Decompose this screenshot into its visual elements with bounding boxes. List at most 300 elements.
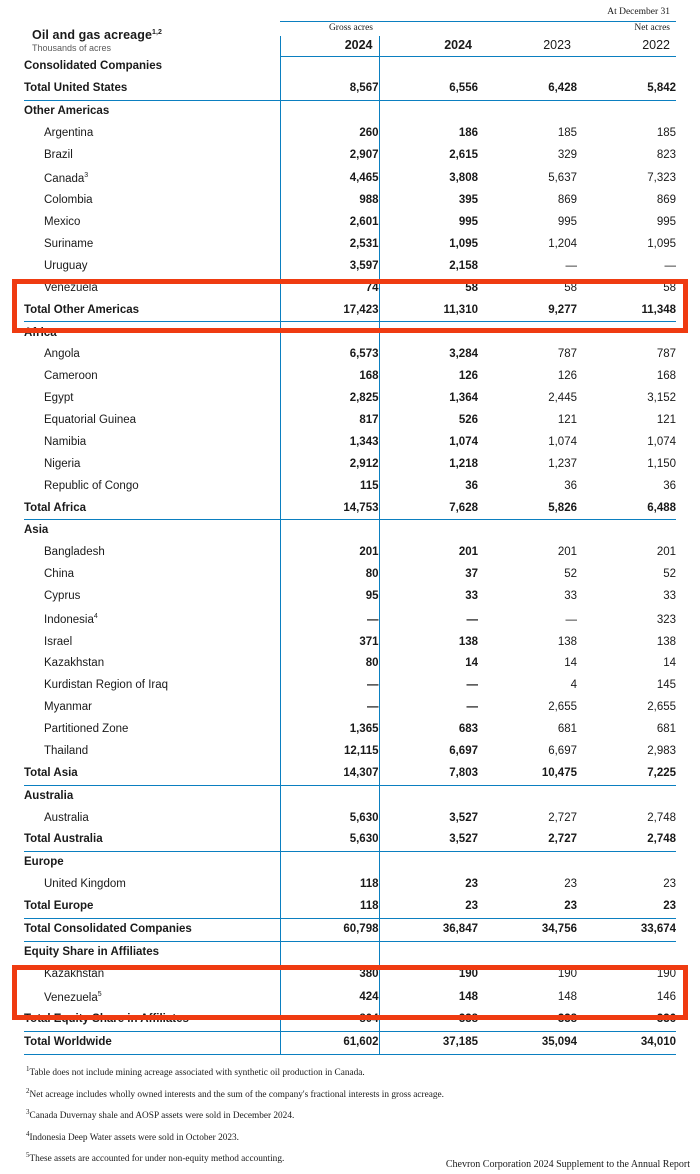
- row-label: Namibia: [44, 435, 87, 448]
- row-footnote-marker: 4: [93, 612, 98, 620]
- cell-net-2022: [577, 56, 676, 78]
- cell-net-2024: 11,310: [379, 299, 478, 321]
- cell-net-2023: 58: [564, 281, 577, 294]
- cell-net-2022: 168: [656, 370, 677, 383]
- cell-gross-2024: 988: [280, 190, 379, 212]
- row-label: Total Europe: [24, 896, 280, 918]
- cell-gross-2024: 2,907: [280, 145, 379, 167]
- footnote-text: Net acreage includes wholly owned interests and the sum of the company's fractional interests in gross acreage.: [29, 1089, 444, 1100]
- cell-net-2023: 33: [564, 590, 577, 603]
- row-label: Africa: [24, 326, 57, 339]
- cell-net-2023: 1,074: [548, 435, 577, 448]
- cell-net-2024: 36,847: [379, 918, 478, 941]
- cell-net-2023: 35,094: [478, 1031, 577, 1054]
- table-total-row: [24, 78, 676, 100]
- table-section-header: [24, 785, 676, 807]
- row-label: Cyprus: [44, 590, 81, 603]
- cell-gross-2024: 2,601: [280, 212, 379, 234]
- cell-net-2024: [379, 852, 478, 874]
- footnote-marker: 4: [26, 1129, 30, 1138]
- cell-net-2024: 37,185: [379, 1031, 478, 1054]
- cell-net-2022: [577, 785, 676, 807]
- net-acres-label: Net acres: [379, 21, 676, 36]
- cell-net-2023: 52: [564, 568, 577, 581]
- cell-net-2024: 1,218: [379, 454, 478, 476]
- cell-net-2023: 6,697: [548, 744, 577, 757]
- gross-acres-label: Gross acres: [280, 21, 379, 36]
- cell-net-2023: 5,637: [548, 172, 577, 185]
- cell-gross-2024: [280, 785, 379, 807]
- cell-net-2022: 7,323: [647, 172, 677, 185]
- row-label: Total Africa: [24, 497, 280, 519]
- table-row: [24, 985, 676, 1009]
- table-row: [24, 741, 676, 763]
- cell-net-2024: 186: [379, 123, 478, 145]
- footnote-marker: 5: [26, 1151, 30, 1160]
- cell-gross-2024: —: [280, 697, 379, 719]
- table-section-header: [24, 941, 676, 963]
- cell-net-2022: 185: [656, 126, 677, 139]
- cell-net-2024: 2,615: [379, 145, 478, 167]
- table-row: [24, 190, 676, 212]
- cell-net-2024: 995: [379, 212, 478, 234]
- footnote-marker: 1: [26, 1065, 30, 1074]
- cell-net-2023: 681: [557, 723, 577, 736]
- cell-net-2022: 145: [656, 679, 677, 692]
- cell-net-2023: [478, 941, 577, 963]
- cell-net-2022: 336: [577, 1009, 676, 1031]
- page-footer-text: Chevron Corporation 2024 Supplement to the Annual Report: [445, 1159, 690, 1170]
- cell-net-2023: 1,204: [548, 238, 577, 251]
- cell-gross-2024: 2,912: [280, 454, 379, 476]
- cell-net-2024: 1,095: [379, 234, 478, 256]
- row-label: Suriname: [44, 238, 94, 251]
- cell-net-2022: 1,095: [647, 238, 677, 251]
- table-row: [24, 145, 676, 167]
- row-label: Cameroon: [44, 370, 98, 383]
- cell-net-2022: —: [664, 259, 677, 272]
- cell-net-2024: 1,074: [379, 432, 478, 454]
- cell-net-2022: 823: [656, 148, 677, 161]
- cell-net-2024: [379, 785, 478, 807]
- cell-net-2022: 3,152: [647, 392, 677, 405]
- cell-net-2024: 3,284: [379, 344, 478, 366]
- cell-net-2022: [577, 520, 676, 542]
- cell-gross-2024: [280, 322, 379, 344]
- cell-net-2024: [379, 100, 478, 122]
- cell-net-2024: 36: [379, 475, 478, 497]
- cell-net-2022: 1,150: [647, 457, 677, 470]
- cell-gross-2024: 371: [280, 631, 379, 653]
- cell-net-2024: 148: [379, 985, 478, 1009]
- cell-net-2023: [478, 520, 577, 542]
- cell-net-2024: 201: [379, 542, 478, 564]
- cell-net-2023: 995: [557, 216, 577, 229]
- cell-net-2022: 33: [663, 590, 677, 603]
- table-section-header: [24, 56, 676, 78]
- cell-gross-2024: 74: [280, 278, 379, 300]
- table-row: [24, 234, 676, 256]
- table-total-row: [24, 1031, 676, 1054]
- cell-gross-2024: 1,343: [280, 432, 379, 454]
- cell-gross-2024: 2,825: [280, 388, 379, 410]
- oil-gas-acreage-table: [24, 6, 676, 1055]
- row-label: Brazil: [44, 148, 73, 161]
- footnote: [26, 1062, 666, 1083]
- row-footnote-marker: 3: [84, 171, 89, 179]
- table-row: [24, 432, 676, 454]
- cell-gross-2024: 2,531: [280, 234, 379, 256]
- row-label: Total Equity Share in Affiliates: [24, 1009, 280, 1031]
- table-row: [24, 475, 676, 497]
- footnote-text: Indonesia Deep Water assets were sold in October 2023.: [29, 1132, 239, 1143]
- row-label: Venezuela: [44, 281, 98, 294]
- cell-gross-2024: 1,365: [280, 719, 379, 741]
- row-label: Partitioned Zone: [44, 723, 129, 736]
- cell-net-2022: 23: [577, 896, 676, 918]
- cell-net-2022: 2,655: [647, 701, 677, 714]
- footnote-text: Table does not include mining acreage associated with synthetic oil production in Canada.: [29, 1068, 365, 1079]
- table-row: [24, 212, 676, 234]
- cell-net-2024: 3,527: [379, 807, 478, 829]
- table-body: [24, 56, 676, 1054]
- cell-net-2024: 395: [379, 190, 478, 212]
- cell-net-2023: 148: [557, 991, 577, 1004]
- col-year-net-2022: 2022: [577, 36, 676, 56]
- cell-net-2022: 2,983: [647, 744, 677, 757]
- cell-net-2023: —: [565, 259, 577, 272]
- row-label: Total Other Americas: [24, 299, 280, 321]
- cell-net-2022: 6,488: [577, 497, 676, 519]
- cell-gross-2024: —: [280, 675, 379, 697]
- table-row: [24, 166, 676, 190]
- cell-net-2024: 683: [379, 719, 478, 741]
- cell-net-2023: [478, 56, 577, 78]
- cell-net-2022: 869: [656, 194, 677, 207]
- cell-gross-2024: 201: [280, 542, 379, 564]
- row-label: Consolidated Companies: [24, 60, 163, 73]
- cell-gross-2024: 80: [280, 564, 379, 586]
- cell-net-2024: [379, 56, 478, 78]
- row-label: Equity Share in Affiliates: [24, 945, 160, 958]
- cell-gross-2024: 5,630: [280, 829, 379, 851]
- footnote: [26, 1126, 666, 1147]
- at-december-label: At December 31: [607, 7, 671, 17]
- table-row: [24, 542, 676, 564]
- header-row-period: [24, 6, 676, 21]
- cell-net-2024: 338: [379, 1009, 478, 1031]
- footnotes-block: [26, 1062, 666, 1169]
- cell-net-2022: 121: [656, 414, 677, 427]
- table-total-row: [24, 918, 676, 941]
- row-label: Kazakhstan: [44, 967, 105, 980]
- row-label: Argentina: [44, 126, 94, 139]
- cell-net-2024: 23: [379, 874, 478, 896]
- row-label: Canada$^3$: [44, 171, 89, 185]
- row-label: Indonesia$^4$: [44, 612, 98, 626]
- cell-net-2022: 2,748: [577, 829, 676, 851]
- table-section-header: [24, 520, 676, 542]
- cell-net-2022: 138: [656, 635, 677, 648]
- cell-net-2024: —: [379, 608, 478, 632]
- table-row: [24, 366, 676, 388]
- cell-net-2024: 7,803: [379, 763, 478, 785]
- cell-gross-2024: 168: [280, 366, 379, 388]
- cell-net-2023: 138: [557, 635, 577, 648]
- col-year-gross-2024: 2024: [280, 36, 379, 56]
- cell-net-2023: 10,475: [478, 763, 577, 785]
- table-row: [24, 631, 676, 653]
- table-row: [24, 388, 676, 410]
- cell-net-2024: 37: [379, 564, 478, 586]
- table-subtitle: Thousands of acres: [32, 43, 112, 53]
- cell-net-2023: 787: [557, 348, 577, 361]
- cell-net-2022: 323: [656, 613, 677, 626]
- row-label: United Kingdom: [44, 878, 126, 891]
- col-year-net-2023: 2023: [478, 36, 577, 56]
- page-title: Oil and gas acreage$^{1,2}$: [32, 28, 163, 43]
- footnote: [26, 1105, 666, 1126]
- cell-gross-2024: 8,567: [280, 78, 379, 100]
- footnote-text: These assets are accounted for under non-equity method accounting.: [29, 1154, 285, 1165]
- cell-gross-2024: 118: [280, 874, 379, 896]
- table-row: [24, 675, 676, 697]
- cell-net-2022: [577, 100, 676, 122]
- table-row: [24, 256, 676, 278]
- row-label: Total Asia: [24, 763, 280, 785]
- document-page: [0, 6, 700, 1174]
- row-label: Equatorial Guinea: [44, 414, 137, 427]
- row-label: Egypt: [44, 392, 74, 405]
- cell-net-2022: 7,225: [577, 763, 676, 785]
- header-row-groups: [24, 21, 676, 36]
- cell-net-2023: 34,756: [478, 918, 577, 941]
- cell-net-2024: 58: [379, 278, 478, 300]
- cell-net-2023: 190: [557, 967, 577, 980]
- row-label: Mexico: [44, 216, 81, 229]
- row-label: Venezuela$^5$: [44, 990, 102, 1004]
- table-row: [24, 697, 676, 719]
- row-label: Bangladesh: [44, 546, 105, 559]
- cell-net-2024: —: [379, 697, 478, 719]
- cell-gross-2024: 380: [280, 964, 379, 986]
- cell-gross-2024: 95: [280, 586, 379, 608]
- cell-gross-2024: 118: [280, 896, 379, 918]
- table-header: [24, 6, 676, 56]
- row-label: Myanmar: [44, 701, 92, 714]
- row-label: Other Americas: [24, 104, 110, 117]
- cell-gross-2024: [280, 941, 379, 963]
- cell-net-2022: 190: [656, 967, 677, 980]
- cell-gross-2024: 115: [280, 475, 379, 497]
- table-section-header: [24, 322, 676, 344]
- cell-net-2022: 995: [656, 216, 677, 229]
- header-blank-2: [280, 6, 379, 21]
- footnote-text: Canada Duvernay shale and AOSP assets were sold in December 2024.: [29, 1111, 295, 1122]
- cell-net-2024: 14: [379, 653, 478, 675]
- cell-gross-2024: 60,798: [280, 918, 379, 941]
- table-row: [24, 278, 676, 300]
- row-label: Total United States: [24, 78, 280, 100]
- table-total-row: [24, 299, 676, 321]
- row-label: Australia: [24, 789, 74, 802]
- cell-net-2023: 126: [557, 370, 577, 383]
- cell-gross-2024: 260: [280, 123, 379, 145]
- row-label: Kurdistan Region of Iraq: [44, 679, 169, 692]
- cell-gross-2024: 14,307: [280, 763, 379, 785]
- cell-net-2023: 6,428: [478, 78, 577, 100]
- header-blank: [24, 6, 280, 21]
- cell-net-2022: 5,842: [577, 78, 676, 100]
- cell-gross-2024: 17,423: [280, 299, 379, 321]
- cell-net-2023: 2,655: [548, 701, 577, 714]
- col-year-net-2024: 2024: [379, 36, 478, 56]
- row-label: Total Worldwide: [24, 1031, 280, 1054]
- cell-gross-2024: 6,573: [280, 344, 379, 366]
- cell-net-2023: [478, 852, 577, 874]
- table-title-cell: [24, 21, 280, 56]
- table-total-row: [24, 497, 676, 519]
- cell-gross-2024: 80: [280, 653, 379, 675]
- table-row: [24, 586, 676, 608]
- row-label: Thailand: [44, 744, 89, 757]
- cell-net-2024: 6,556: [379, 78, 478, 100]
- table-row: [24, 807, 676, 829]
- row-label: China: [44, 568, 75, 581]
- table-row: [24, 344, 676, 366]
- cell-net-2023: 329: [557, 148, 577, 161]
- cell-net-2023: 1,237: [548, 457, 577, 470]
- cell-net-2023: [478, 785, 577, 807]
- cell-net-2023: 9,277: [478, 299, 577, 321]
- row-label: Asia: [24, 524, 49, 537]
- cell-net-2022: 34,010: [577, 1031, 676, 1054]
- cell-net-2023: 2,727: [478, 829, 577, 851]
- cell-gross-2024: [280, 100, 379, 122]
- table-row: [24, 719, 676, 741]
- table-section-header: [24, 100, 676, 122]
- table-row: [24, 454, 676, 476]
- cell-net-2023: 185: [557, 126, 577, 139]
- cell-net-2022: 201: [656, 546, 677, 559]
- row-label: Angola: [44, 348, 80, 361]
- cell-net-2024: 2,158: [379, 256, 478, 278]
- cell-net-2024: 138: [379, 631, 478, 653]
- cell-net-2024: 23: [379, 896, 478, 918]
- cell-net-2024: 3,527: [379, 829, 478, 851]
- cell-net-2023: 23: [564, 878, 577, 891]
- cell-gross-2024: 424: [280, 985, 379, 1009]
- cell-net-2023: 2,727: [548, 811, 577, 824]
- row-footnote-marker: 5: [97, 990, 102, 998]
- table-row: [24, 410, 676, 432]
- table-row: [24, 564, 676, 586]
- cell-gross-2024: 817: [280, 410, 379, 432]
- cell-gross-2024: —: [280, 608, 379, 632]
- cell-gross-2024: [280, 56, 379, 78]
- table-row: [24, 608, 676, 632]
- row-label: Australia: [44, 811, 89, 824]
- table-section-header: [24, 852, 676, 874]
- cell-gross-2024: [280, 520, 379, 542]
- cell-net-2024: [379, 322, 478, 344]
- cell-gross-2024: [280, 852, 379, 874]
- cell-net-2022: 787: [656, 348, 677, 361]
- row-label: Europe: [24, 856, 64, 869]
- table-total-row: [24, 763, 676, 785]
- cell-net-2022: 52: [663, 568, 677, 581]
- cell-net-2022: 36: [663, 479, 677, 492]
- cell-net-2023: 14: [564, 657, 577, 670]
- table-row: [24, 123, 676, 145]
- cell-net-2024: [379, 941, 478, 963]
- cell-net-2024: 6,697: [379, 741, 478, 763]
- cell-gross-2024: 14,753: [280, 497, 379, 519]
- table-total-row: [24, 1009, 676, 1031]
- cell-net-2024: 3,808: [379, 166, 478, 190]
- row-label: Israel: [44, 635, 73, 648]
- cell-net-2023: 5,826: [478, 497, 577, 519]
- cell-net-2022: 23: [663, 878, 677, 891]
- cell-net-2022: [577, 322, 676, 344]
- cell-net-2023: [478, 100, 577, 122]
- cell-net-2024: 1,364: [379, 388, 478, 410]
- cell-net-2022: 1,074: [647, 435, 677, 448]
- row-label: Total Australia: [24, 829, 280, 851]
- cell-net-2024: 7,628: [379, 497, 478, 519]
- cell-net-2024: 33: [379, 586, 478, 608]
- cell-net-2023: [478, 322, 577, 344]
- cell-net-2023: 23: [478, 896, 577, 918]
- cell-net-2023: —: [565, 613, 577, 626]
- cell-net-2023: 4: [570, 679, 577, 692]
- cell-net-2022: 681: [656, 723, 677, 736]
- cell-net-2024: 126: [379, 366, 478, 388]
- cell-net-2023: 869: [557, 194, 577, 207]
- cell-net-2023: 121: [557, 414, 577, 427]
- cell-net-2023: 338: [478, 1009, 577, 1031]
- cell-net-2024: —: [379, 675, 478, 697]
- row-label: Total Consolidated Companies: [24, 918, 280, 941]
- footnote-marker: 3: [26, 1108, 30, 1117]
- row-label: Kazakhstan: [44, 657, 105, 670]
- title-footnote-marker: 1,2: [152, 29, 163, 37]
- cell-gross-2024: 61,602: [280, 1031, 379, 1054]
- row-label: Colombia: [44, 194, 93, 207]
- cell-net-2023: 36: [564, 479, 577, 492]
- cell-net-2022: [577, 852, 676, 874]
- table-row: [24, 964, 676, 986]
- table-row: [24, 653, 676, 675]
- table-row: [24, 874, 676, 896]
- row-label: Nigeria: [44, 457, 81, 470]
- footnote: [26, 1083, 666, 1104]
- cell-net-2022: 2,748: [647, 811, 677, 824]
- cell-gross-2024: 4,465: [280, 166, 379, 190]
- cell-gross-2024: 3,597: [280, 256, 379, 278]
- cell-net-2024: 190: [379, 964, 478, 986]
- cell-net-2022: [577, 941, 676, 963]
- cell-gross-2024: 804: [280, 1009, 379, 1031]
- cell-net-2022: 33,674: [577, 918, 676, 941]
- cell-net-2023: 2,445: [548, 392, 577, 405]
- cell-net-2022: 11,348: [577, 299, 676, 321]
- row-label: Republic of Congo: [44, 479, 139, 492]
- row-label: Uruguay: [44, 259, 88, 272]
- cell-net-2022: 14: [663, 657, 677, 670]
- cell-gross-2024: 5,630: [280, 807, 379, 829]
- cell-net-2022: 58: [663, 281, 677, 294]
